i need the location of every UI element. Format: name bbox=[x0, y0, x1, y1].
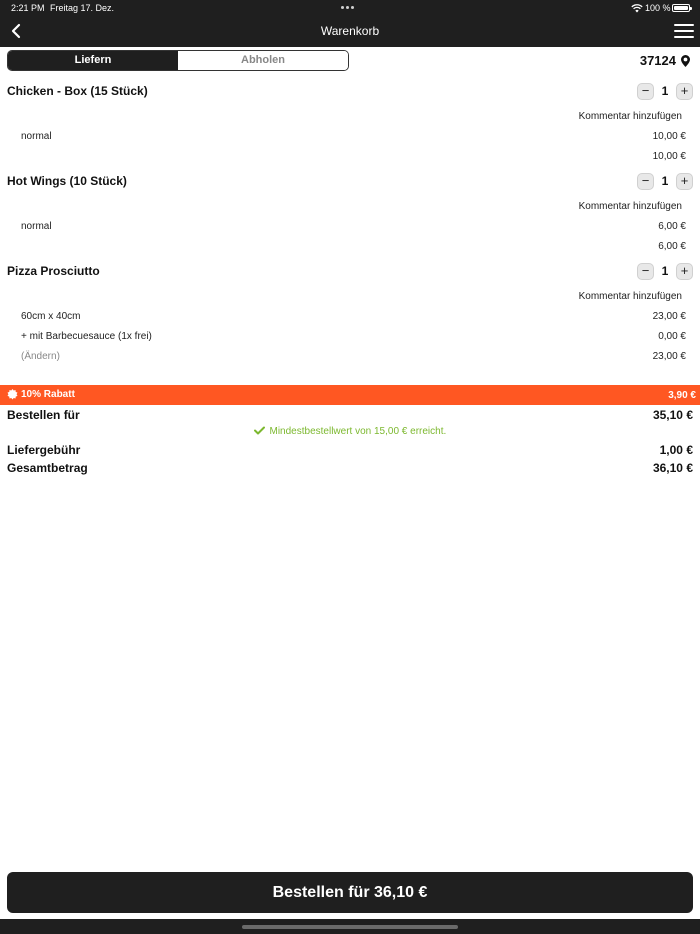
tab-abholen[interactable]: Abholen bbox=[178, 51, 348, 70]
change-options-link[interactable]: (Ändern) bbox=[21, 351, 60, 362]
add-comment-link[interactable]: Kommentar hinzufügen bbox=[578, 291, 682, 302]
battery-percent: 100 % bbox=[645, 3, 671, 13]
item-option-label: + mit Barbecuesauce (1x frei) bbox=[21, 331, 152, 342]
decrease-quantity-button[interactable]: − bbox=[637, 83, 654, 100]
list-item bbox=[21, 311, 686, 322]
increase-quantity-button[interactable]: + bbox=[676, 173, 693, 190]
place-order-button[interactable]: Bestellen für 36,10 € bbox=[7, 872, 693, 913]
increase-quantity-button[interactable]: + bbox=[676, 83, 693, 100]
item-option-price: 10,00 € bbox=[652, 131, 686, 142]
order-subtotal-label: Bestellen für bbox=[7, 408, 80, 422]
cart-item-name: Hot Wings (10 Stück) bbox=[7, 174, 127, 188]
list-item bbox=[21, 351, 686, 362]
multitasking-dots-icon[interactable] bbox=[341, 6, 359, 10]
item-option-price: 23,00 € bbox=[652, 311, 686, 322]
status-time: 2:21 PM bbox=[11, 3, 45, 13]
status-date: Freitag 17. Dez. bbox=[50, 3, 115, 13]
item-subtotal: 10,00 € bbox=[652, 151, 686, 162]
item-option-label: normal bbox=[21, 221, 52, 232]
tab-liefern[interactable]: Liefern bbox=[8, 51, 178, 70]
delivery-mode-toggle bbox=[7, 50, 349, 71]
minimum-order-note bbox=[0, 426, 700, 437]
cart-item-name: Chicken - Box (15 Stück) bbox=[7, 84, 148, 98]
item-subtotal: 6,00 € bbox=[658, 241, 686, 252]
item-option-label: 60cm x 40cm bbox=[21, 311, 81, 322]
total-value: 36,10 € bbox=[652, 461, 693, 475]
quantity-value: 1 bbox=[661, 264, 669, 278]
order-subtotal-row bbox=[7, 408, 693, 422]
minimum-order-text: Mindestbestellwert von 15,00 € erreicht. bbox=[269, 426, 447, 437]
decrease-quantity-button[interactable]: − bbox=[637, 173, 654, 190]
nav-bar bbox=[0, 16, 700, 47]
wifi-icon bbox=[631, 3, 643, 13]
quantity-value: 1 bbox=[661, 84, 669, 98]
page-title: Warenkorb bbox=[320, 24, 380, 38]
status-bar bbox=[0, 0, 700, 16]
item-option-label: normal bbox=[21, 131, 52, 142]
quantity-stepper bbox=[637, 83, 693, 101]
quantity-value: 1 bbox=[661, 174, 669, 188]
quantity-stepper bbox=[637, 263, 693, 281]
increase-quantity-button[interactable]: + bbox=[676, 263, 693, 280]
delivery-fee-label: Liefergebühr bbox=[7, 443, 81, 457]
total-label: Gesamtbetrag bbox=[7, 461, 88, 475]
battery-icon bbox=[672, 4, 690, 12]
decrease-quantity-button[interactable]: − bbox=[637, 263, 654, 280]
location-pin-icon bbox=[681, 55, 690, 67]
discount-bar bbox=[0, 385, 700, 405]
postcode-value: 37124 bbox=[639, 53, 676, 68]
order-subtotal-value: 35,10 € bbox=[652, 408, 693, 422]
discount-text: 10% Rabatt bbox=[21, 389, 75, 400]
add-comment-link[interactable]: Kommentar hinzufügen bbox=[578, 111, 682, 122]
item-subtotal: 23,00 € bbox=[652, 351, 686, 362]
add-comment-link[interactable]: Kommentar hinzufügen bbox=[578, 201, 682, 212]
delivery-fee-value: 1,00 € bbox=[659, 443, 693, 457]
cart-item-name: Pizza Prosciutto bbox=[7, 264, 100, 278]
discount-label bbox=[7, 389, 75, 400]
delivery-fee-row bbox=[7, 443, 693, 457]
total-row bbox=[7, 461, 693, 475]
list-item bbox=[21, 331, 686, 342]
postcode-selector[interactable] bbox=[640, 53, 690, 68]
item-option-price: 0,00 € bbox=[658, 331, 686, 342]
discount-value: 3,90 € bbox=[668, 390, 696, 401]
list-item bbox=[21, 131, 686, 142]
item-option-price: 6,00 € bbox=[658, 221, 686, 232]
discount-badge-icon bbox=[7, 389, 18, 400]
list-item bbox=[21, 221, 686, 232]
hamburger-menu-icon[interactable] bbox=[674, 24, 694, 38]
checkmark-icon bbox=[254, 426, 265, 435]
home-indicator[interactable] bbox=[242, 925, 458, 929]
home-indicator-bar bbox=[0, 919, 700, 934]
quantity-stepper bbox=[637, 173, 693, 191]
